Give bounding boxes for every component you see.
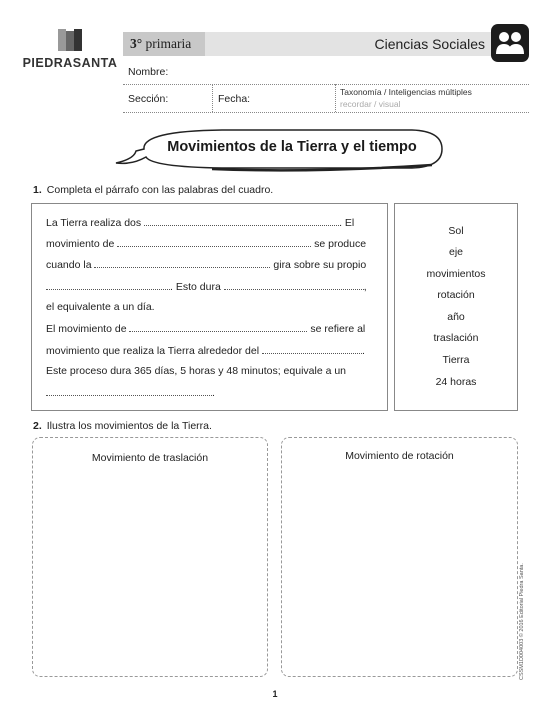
word-bank-item: traslación <box>433 332 479 344</box>
subject-title: Ciencias Sociales <box>374 36 485 52</box>
page-number: 1 <box>272 689 278 699</box>
word-bank-item: año <box>447 311 465 323</box>
answer-blank[interactable] <box>224 280 364 290</box>
exercise-2-instruction <box>33 420 212 432</box>
answer-blank[interactable] <box>117 237 311 247</box>
answer-blank[interactable] <box>94 258 270 268</box>
grade-number: 3° <box>130 36 143 51</box>
word-bank-item: movimientos <box>426 268 486 280</box>
grade-subject-bar <box>123 32 529 56</box>
section-label: Sección: <box>128 93 169 105</box>
date-label: Fecha: <box>218 93 251 105</box>
paragraph-line: La Tierra realiza dos . El <box>46 217 355 229</box>
exercise-1-text: Completa el párrafo con las palabras del cuadro. <box>46 184 274 196</box>
taxonomy-label: Taxonomía / Inteligencias múltiples <box>340 87 472 97</box>
exercise-2-number: 2. <box>33 420 42 432</box>
paragraph-line: . Esto dura , <box>46 280 367 293</box>
divider <box>123 84 529 85</box>
exercise-1-number: 1. <box>33 184 42 196</box>
grade-level: primaria <box>145 36 192 51</box>
divider <box>123 112 529 113</box>
exercise-1-instruction <box>33 184 273 196</box>
rotation-label: Movimiento de rotación <box>345 450 454 462</box>
word-bank-item: rotación <box>437 289 475 301</box>
answer-blank[interactable] <box>46 386 212 396</box>
logo-text: PIEDRASANTA <box>22 56 118 70</box>
divider <box>335 84 336 112</box>
group-people-icon <box>491 24 529 62</box>
paragraph-line: cuando la gira sobre su propio <box>46 259 367 271</box>
word-bank-item: Sol <box>448 225 464 237</box>
rotation-drawing-area[interactable] <box>281 437 518 677</box>
paragraph-line: Este proceso dura 365 días, 5 horas y 48 minutos; equivale a un <box>46 365 347 377</box>
grade-tab <box>123 32 205 56</box>
answer-blank[interactable] <box>46 280 170 290</box>
book-logo-icon <box>57 28 83 52</box>
taxonomy-value: recordar / visual <box>340 99 401 109</box>
word-bank-item: Tierra <box>442 354 470 366</box>
word-bank-item: eje <box>448 246 463 258</box>
divider <box>212 84 213 112</box>
paragraph-line: movimiento de se produce <box>46 238 367 250</box>
answer-blank[interactable] <box>262 344 362 354</box>
copyright-credit: CSSM1D004003 © 2016 Editorial Piedra Santa. <box>519 563 525 680</box>
exercise-2-text: Ilustra los movimientos de la Tierra. <box>46 420 212 432</box>
publisher-logo <box>20 28 120 70</box>
translation-label: Movimiento de traslación <box>91 452 209 464</box>
page-title: Movimientos de la Tierra y el tiempo <box>167 139 417 155</box>
answer-blank[interactable] <box>144 216 339 226</box>
translation-drawing-area[interactable] <box>32 437 268 677</box>
name-label: Nombre: <box>128 66 169 78</box>
paragraph-line: El movimiento de se refiere al <box>46 323 366 335</box>
word-bank-item: 24 horas <box>435 376 477 388</box>
paragraph-line: el equivalente a un día. <box>46 301 155 313</box>
answer-blank[interactable] <box>129 322 307 332</box>
paragraph-line: . <box>46 386 215 399</box>
paragraph-line: movimiento que realiza la Tierra alrededor del . <box>46 345 365 357</box>
